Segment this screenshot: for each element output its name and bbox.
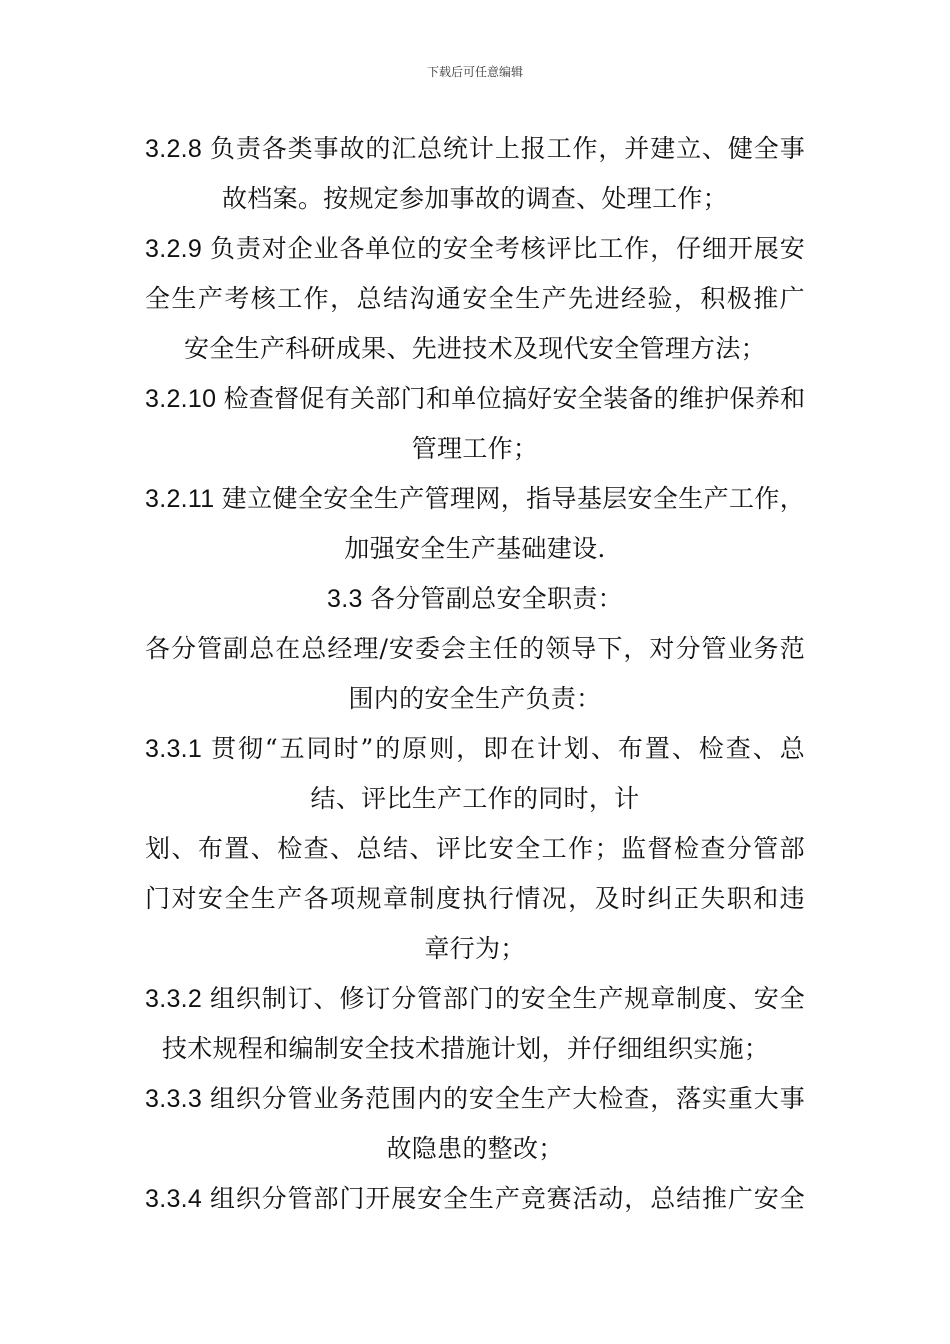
clause-number: 3.3.1 [145,735,212,763]
text-line [145,824,805,874]
document-body [145,124,805,1224]
text-line [145,1174,805,1224]
line-text: 组织分管部门开展安全生产竞赛活动，总结推广安全 [209,1184,805,1213]
clause-number: 3.2.11 [145,485,222,513]
text-line [145,774,805,824]
text-line [145,474,805,524]
text-line [145,974,805,1024]
line-text: 加强安全生产基础建设. [344,534,606,563]
line-text: 技术规程和编制安全技术措施计划，并仔细组织实施； [162,1034,770,1063]
line-text: 门对安全生产各项规章制度执行情况，及时纠正失职和违 [145,884,805,913]
clause-number: 3.2.8 [145,135,210,163]
text-line [145,1024,805,1074]
text-line [145,674,805,724]
line-text: 故档案。按规定参加事故的调查、处理工作； [221,184,728,213]
clause-number: 3.2.9 [145,235,210,263]
line-text: 章行为； [424,934,526,963]
text-line [145,724,805,774]
text-line [145,374,805,424]
line-text: 贯彻“五同时”的原则，即在计划、布置、检查、总 [211,734,805,763]
line-text: 安全生产科研成果、先进技术及现代安全管理方法； [184,334,766,363]
line-text: 检查督促有关部门和单位搞好安全装备的维护保养和 [223,384,805,413]
text-line [145,1074,805,1124]
line-text: 组织分管业务范围内的安全生产大检查，落实重大事 [209,1084,805,1113]
line-text: 负责对企业各单位的安全考核评比工作，仔细开展安 [209,234,805,263]
line-text: 故隐患的整改； [386,1134,564,1163]
line-text: 组织制订、修订分管部门的安全生产规章制度、安全 [209,984,805,1013]
line-text: 结、评比生产工作的同时，计 [310,784,640,813]
clause-number: 3.3 [327,585,370,613]
text-line [145,174,805,224]
clause-number: 3.3.3 [145,1085,210,1113]
line-text: 各分管副总在总经理/安委会主任的领导下，对分管业务范 [145,634,805,663]
text-line [145,624,805,674]
text-line [145,524,805,574]
line-text: 管理工作； [411,434,539,463]
line-text: 划、布置、检查、总结、评比安全工作；监督检查分管部 [145,834,805,863]
line-text: 各分管副总安全职责： [369,584,623,613]
text-line [145,1124,805,1174]
line-text: 负责各类事故的汇总统计上报工作，并建立、健全事 [209,134,805,163]
text-line [145,924,805,974]
text-line [145,324,805,374]
text-line [145,274,805,324]
page-header: 下载后可任意编辑 [426,65,523,79]
clause-number: 3.3.4 [145,1185,210,1213]
line-text: 建立健全安全生产管理网，指导基层安全生产工作， [221,484,805,513]
text-line [145,124,805,174]
text-line [145,424,805,474]
line-text: 围内的安全生产负责： [348,684,602,713]
text-line [145,574,805,624]
text-line [145,224,805,274]
line-text: 全生产考核工作，总结沟通安全生产先进经验，积极推广 [145,284,805,313]
clause-number: 3.2.10 [145,385,224,413]
clause-number: 3.3.2 [145,985,210,1013]
text-line [145,874,805,924]
